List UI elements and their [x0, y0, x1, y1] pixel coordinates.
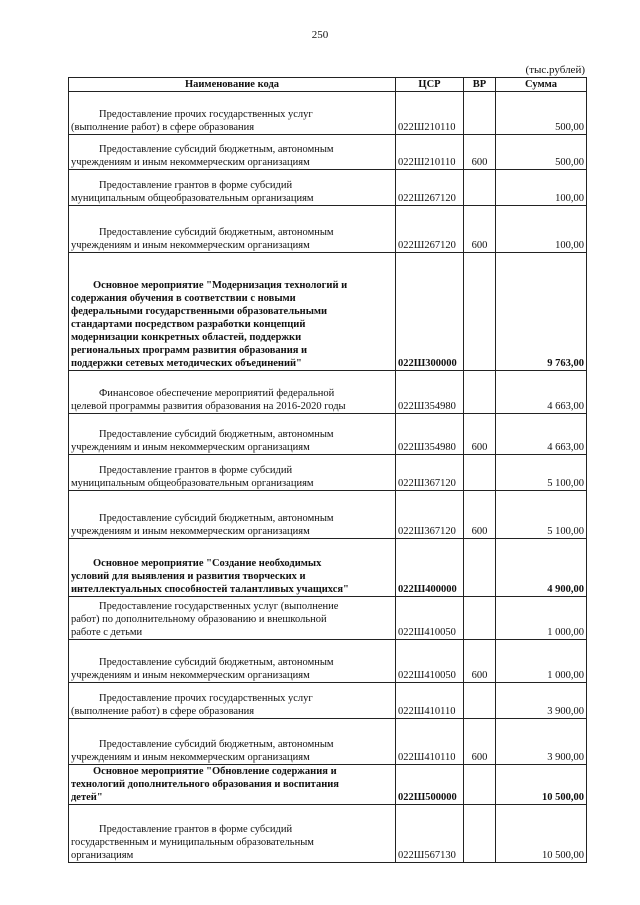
name-line: содержания обучения в соответствии с новыми [71, 293, 296, 304]
name-line: Основное мероприятие "Создание необходимых [93, 558, 322, 569]
cell-sum: 4 663,00 [496, 414, 587, 455]
cell-vr [464, 597, 496, 640]
name-line: учреждениям и иным некоммерческим организациям [71, 442, 310, 453]
cell-csr: 022Ш267120 [396, 170, 464, 206]
table-row [69, 135, 587, 170]
cell-vr [464, 170, 496, 206]
table-row [69, 765, 587, 805]
cell-csr: 022Ш500000 [396, 765, 464, 805]
name-line: интеллектуальных способностей талантливых учащихся" [71, 584, 349, 595]
cell-sum: 4 663,00 [496, 371, 587, 414]
cell-csr: 022Ш567130 [396, 805, 464, 863]
cell-csr: 022Ш367120 [396, 491, 464, 539]
name-line: Финансовое обеспечение мероприятий федеральной [99, 388, 335, 399]
name-line: модернизации конкретных областей, поддержки [71, 332, 302, 343]
cell-name [69, 170, 396, 206]
cell-vr: 600 [464, 640, 496, 683]
page-number: 250 [311, 29, 329, 41]
name-line: федеральными государственными образовательными [71, 306, 328, 317]
name-line: Предоставление грантов в форме субсидий [99, 465, 293, 476]
name-line: Предоставление грантов в форме субсидий [99, 824, 293, 835]
table-row [69, 92, 587, 135]
cell-sum: 4 900,00 [496, 539, 587, 597]
name-line: стандартами посредством разработки концепций [71, 319, 306, 330]
name-line: Предоставление субсидий бюджетным, автономным [99, 227, 334, 238]
cell-vr [464, 805, 496, 863]
cell-vr: 600 [464, 414, 496, 455]
name-line: Предоставление субсидий бюджетным, автономным [99, 144, 334, 155]
name-line: учреждениям и иным некоммерческим организациям [71, 752, 310, 763]
cell-sum: 1 000,00 [496, 597, 587, 640]
table-row [69, 414, 587, 455]
cell-name [69, 206, 396, 253]
name-line: Предоставление грантов в форме субсидий [99, 180, 293, 191]
table-row [69, 491, 587, 539]
name-line: (выполнение работ) в сфере образования [71, 122, 255, 133]
name-line: условий для выявления и развития творческих и [71, 571, 306, 582]
cell-vr: 600 [464, 491, 496, 539]
cell-name [69, 765, 396, 805]
header-sum: Сумма [496, 78, 587, 92]
name-line: учреждениям и иным некоммерческим организациям [71, 526, 310, 537]
cell-name [69, 683, 396, 719]
name-line: работ) по дополнительному образованию и внешкольной [71, 614, 327, 625]
name-line: Предоставление государственных услуг (выполнение [99, 601, 339, 612]
name-line: технологий дополнительного образования и воспитания [71, 779, 339, 790]
cell-csr: 022Ш267120 [396, 206, 464, 253]
cell-vr [464, 539, 496, 597]
table-row [69, 539, 587, 597]
name-line: Предоставление субсидий бюджетным, автономным [99, 513, 334, 524]
cell-vr: 600 [464, 719, 496, 765]
cell-sum: 5 100,00 [496, 455, 587, 491]
table-row [69, 455, 587, 491]
cell-csr: 022Ш354980 [396, 371, 464, 414]
name-line: муниципальным общеобразовательным организациям [71, 478, 314, 489]
cell-name [69, 92, 396, 135]
cell-csr: 022Ш410110 [396, 719, 464, 765]
cell-name [69, 371, 396, 414]
cell-vr [464, 683, 496, 719]
cell-sum: 100,00 [496, 170, 587, 206]
cell-csr: 022Ш410050 [396, 597, 464, 640]
name-line: учреждениям и иным некоммерческим организациям [71, 157, 310, 168]
cell-csr: 022Ш410110 [396, 683, 464, 719]
name-line: государственным и муниципальным образовательным [71, 837, 314, 848]
cell-vr: 600 [464, 135, 496, 170]
header-name: Наименование кода [69, 78, 396, 92]
name-line: Предоставление субсидий бюджетным, автономным [99, 739, 334, 750]
cell-vr [464, 765, 496, 805]
cell-csr: 022Ш210110 [396, 135, 464, 170]
budget-table [68, 77, 587, 863]
cell-name [69, 135, 396, 170]
cell-sum: 9 763,00 [496, 253, 587, 371]
cell-name [69, 253, 396, 371]
units-label: (тыс.рублей) [525, 64, 585, 76]
name-line: (выполнение работ) в сфере образования [71, 706, 255, 717]
cell-sum: 5 100,00 [496, 491, 587, 539]
cell-csr: 022Ш367120 [396, 455, 464, 491]
header-csr: ЦСР [396, 78, 464, 92]
name-line: Основное мероприятие "Обновление содержания и [93, 766, 337, 777]
cell-name [69, 597, 396, 640]
cell-sum: 3 900,00 [496, 719, 587, 765]
table-row [69, 170, 587, 206]
cell-sum: 500,00 [496, 92, 587, 135]
name-line: целевой программы развития образования на 2016-2020 годы [71, 401, 346, 412]
name-line: детей" [71, 792, 103, 803]
cell-name [69, 414, 396, 455]
table-row [69, 640, 587, 683]
cell-sum: 3 900,00 [496, 683, 587, 719]
cell-name [69, 719, 396, 765]
table-row [69, 371, 587, 414]
table-row [69, 597, 587, 640]
cell-csr: 022Ш410050 [396, 640, 464, 683]
cell-sum: 1 000,00 [496, 640, 587, 683]
table-row [69, 805, 587, 863]
name-line: Предоставление прочих государственных услуг [99, 109, 313, 120]
cell-vr [464, 455, 496, 491]
table-row [69, 683, 587, 719]
cell-csr: 022Ш300000 [396, 253, 464, 371]
name-line: муниципальным общеобразовательным организациям [71, 193, 314, 204]
cell-name [69, 539, 396, 597]
cell-sum: 10 500,00 [496, 765, 587, 805]
name-line: поддержки сетевых методических объединений" [71, 358, 302, 369]
table-row [69, 253, 587, 371]
name-line: учреждениям и иным некоммерческим организациям [71, 670, 310, 681]
table-row [69, 206, 587, 253]
name-line: учреждениям и иным некоммерческим организациям [71, 240, 310, 251]
name-line: работе с детьми [71, 627, 143, 638]
cell-vr [464, 92, 496, 135]
cell-name [69, 640, 396, 683]
cell-name [69, 455, 396, 491]
table-row [69, 719, 587, 765]
name-line: региональных программ развития образования и [71, 345, 308, 356]
cell-csr: 022Ш210110 [396, 92, 464, 135]
name-line: Предоставление субсидий бюджетным, автономным [99, 429, 334, 440]
name-line: Предоставление субсидий бюджетным, автономным [99, 657, 334, 668]
name-line: Основное мероприятие "Модернизация технологий и [93, 280, 348, 291]
cell-name [69, 491, 396, 539]
name-line: организациям [71, 850, 134, 861]
cell-sum: 500,00 [496, 135, 587, 170]
cell-vr: 600 [464, 206, 496, 253]
cell-vr [464, 371, 496, 414]
cell-csr: 022Ш400000 [396, 539, 464, 597]
table-header-row [69, 78, 587, 92]
cell-sum: 10 500,00 [496, 805, 587, 863]
cell-csr: 022Ш354980 [396, 414, 464, 455]
cell-sum: 100,00 [496, 206, 587, 253]
name-line: Предоставление прочих государственных услуг [99, 693, 313, 704]
header-vr: ВР [464, 78, 496, 92]
cell-vr [464, 253, 496, 371]
cell-name [69, 805, 396, 863]
table-body [69, 92, 587, 863]
